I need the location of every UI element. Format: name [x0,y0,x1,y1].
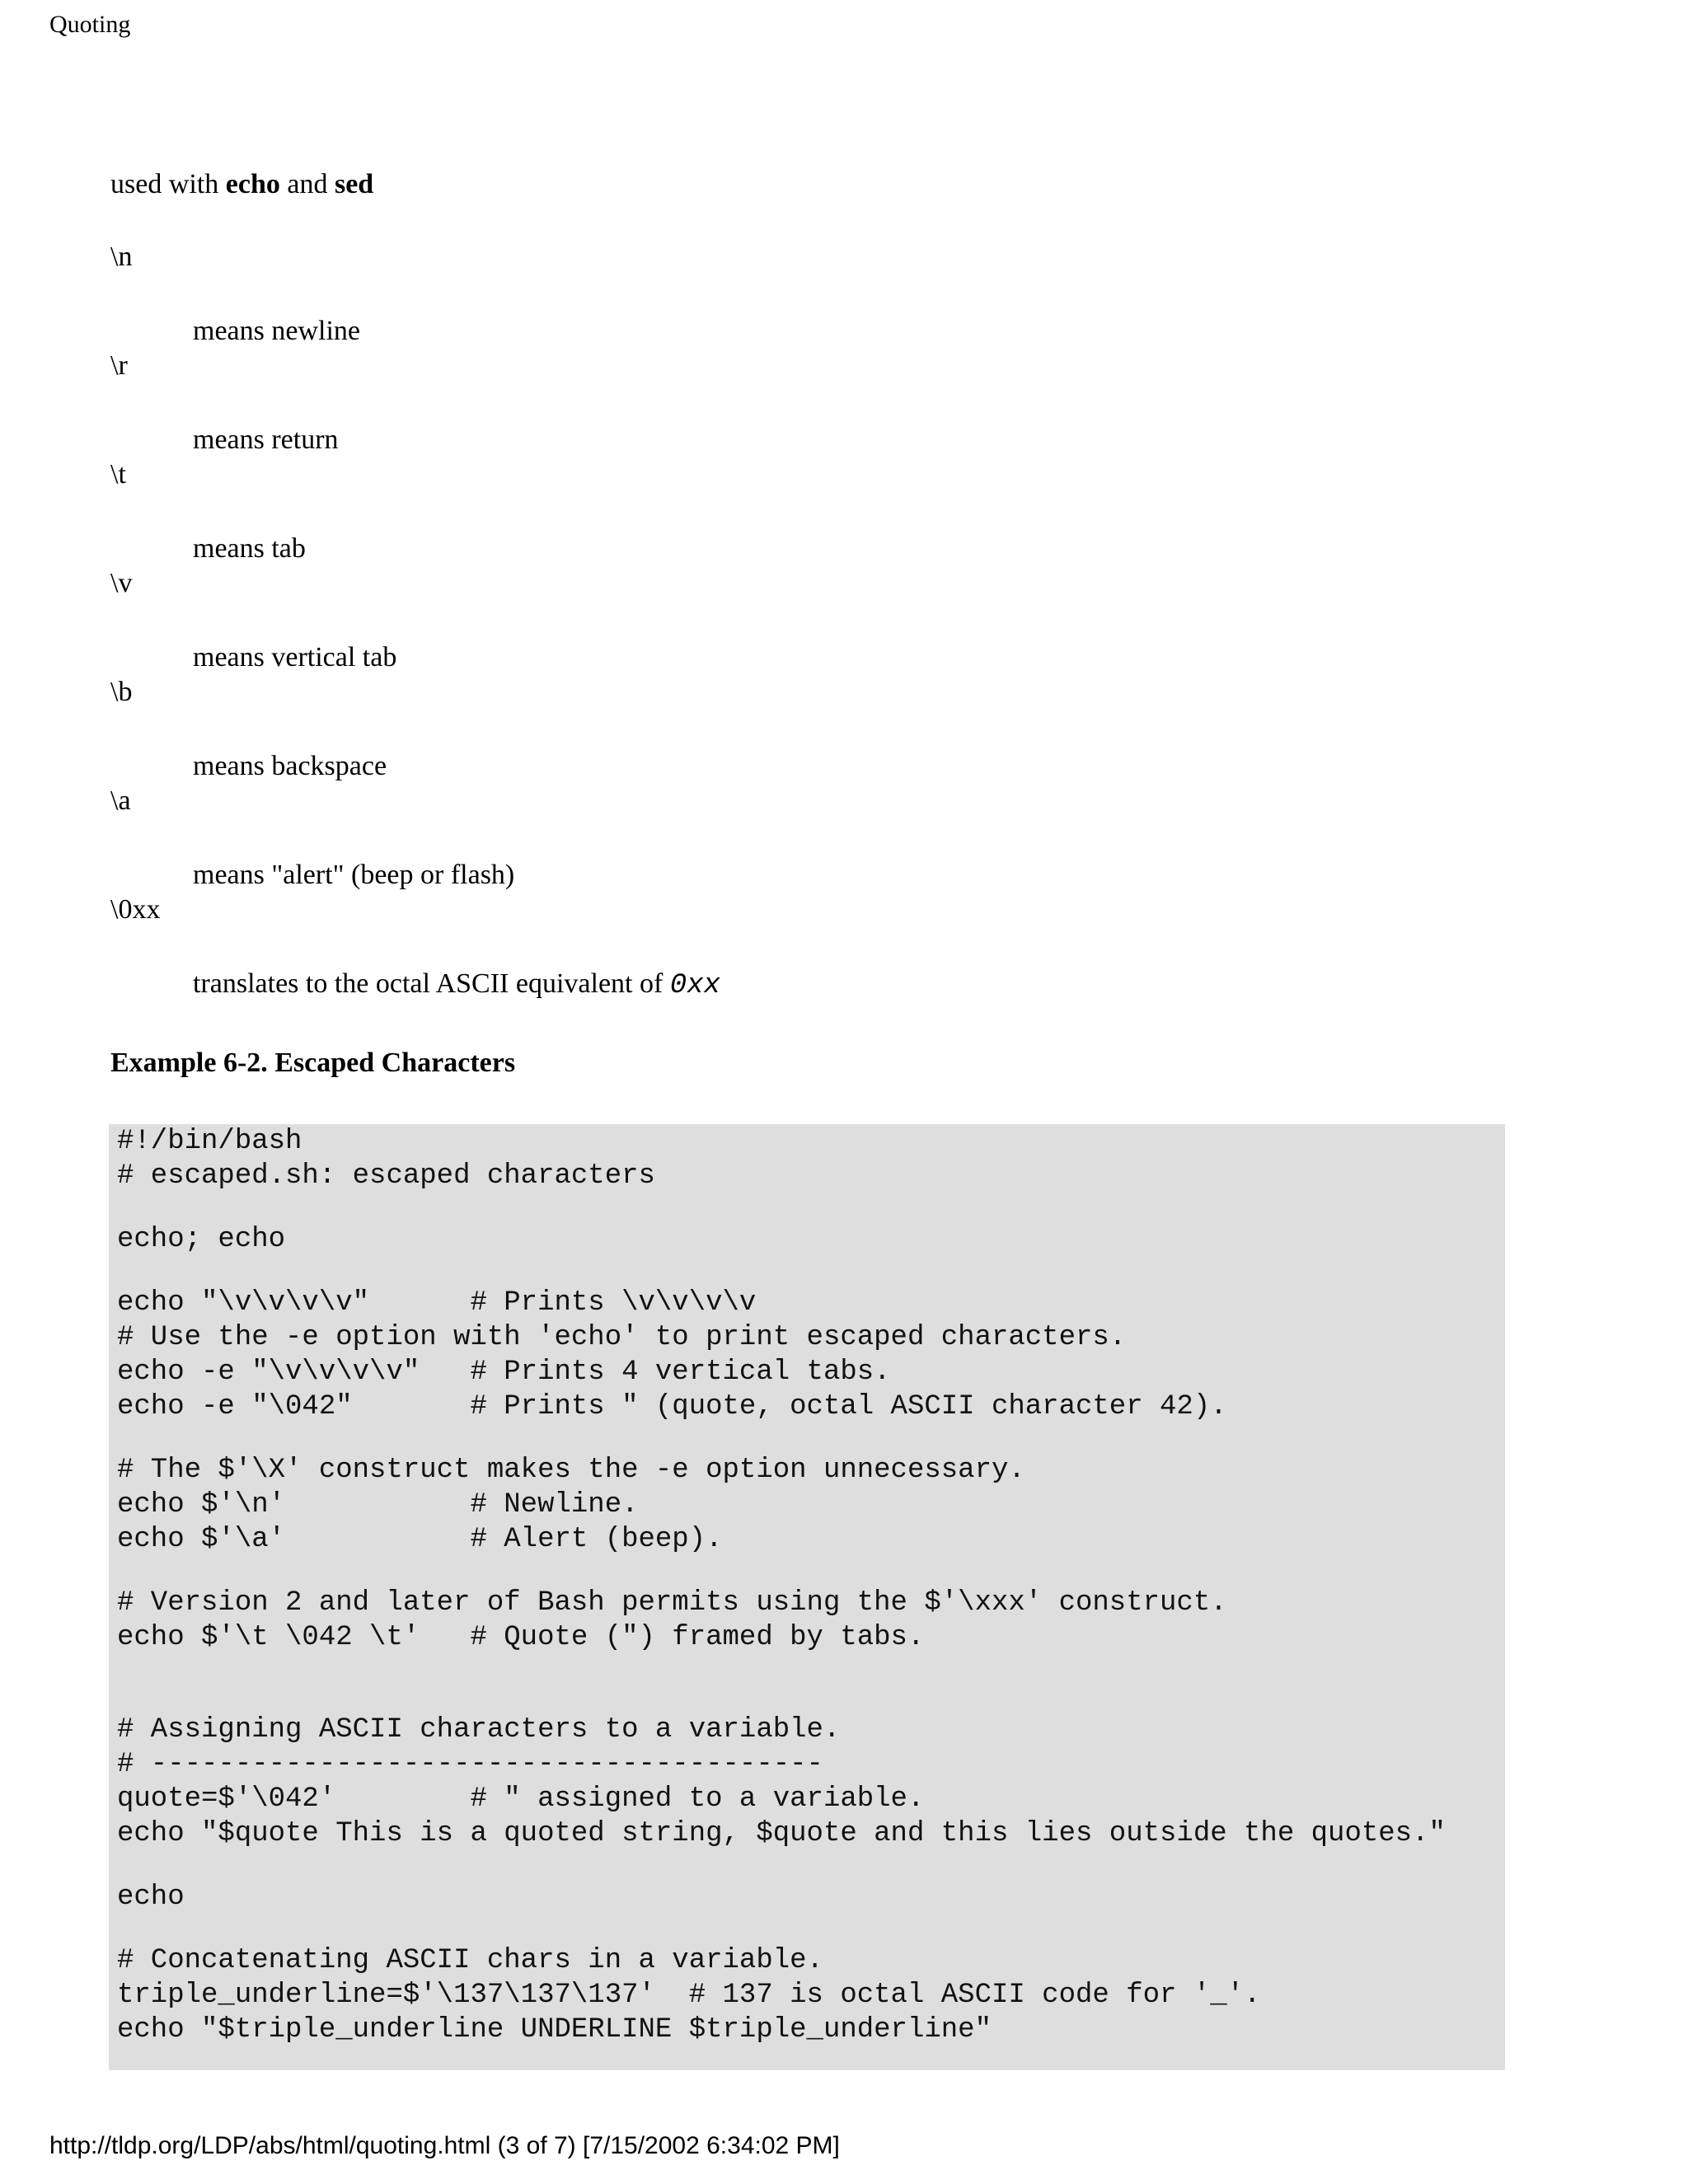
escape-definition [193,966,720,1004]
page-footer-url: http://tldp.org/LDP/abs/html/quoting.html (3 of 7) [7/15/2002 6:34:02 PM] [49,2132,840,2159]
escape-term: \a [110,785,131,816]
intro-prefix: used with [110,169,226,199]
code-line: echo $'\a' # Alert (beep). [117,1524,723,1555]
sed-command: sed [334,169,374,199]
code-line: # Assigning ASCII characters to a variable. [117,1714,841,1746]
escape-term: \r [110,350,128,381]
escape-term: \0xx [110,894,161,925]
intro-text [110,165,373,204]
code-line: # Concatenating ASCII chars in a variable. [117,1945,823,1976]
code-line: # The $'\X' construct makes the -e option unnecessary. [117,1455,1025,1486]
escape-definition: means newline [193,316,360,346]
code-line: # Use the -e option with 'echo' to print escaped characters. [117,1322,1127,1353]
code-line: echo $'\n' # Newline. [117,1489,639,1521]
code-line: echo "$triple_underline UNDERLINE $triple_underline" [117,2014,992,2046]
code-line: echo "\v\v\v\v" # Prints \v\v\v\v [117,1287,757,1319]
escape-term: \b [110,677,133,707]
escape-definition: means backspace [193,751,387,781]
page-header: Quoting [49,11,131,38]
code-line: quote=$'\042' # " assigned to a variable. [117,1783,925,1815]
escape-definition-text: translates to the octal ASCII equivalent of [193,968,670,999]
code-block [109,1124,1505,2070]
example-title: Example 6-2. Escaped Characters [110,1047,516,1078]
escape-definition: means vertical tab [193,642,397,673]
escape-definition: means "alert" (beep or flash) [193,860,515,890]
escape-definition: means return [193,424,339,455]
code-line: echo "$quote This is a quoted string, $quote and this lies outside the quotes." [117,1818,1446,1849]
code-line: # escaped.sh: escaped characters [117,1160,655,1192]
code-line: #!/bin/bash [117,1126,302,1157]
code-line: echo [117,1882,185,1913]
code-line: # Version 2 and later of Bash permits using the $'\xxx' construct. [117,1587,1227,1619]
code-line: # ---------------------------------------- [117,1749,823,1780]
code-line: echo -e "\042" # Prints " (quote, octal ASCII character 42). [117,1391,1227,1422]
echo-command: echo [225,169,280,199]
escape-definition: means tab [193,533,306,564]
intro-middle: and [279,169,335,199]
octal-code-inline: 0xx [669,970,721,1001]
escape-term: \v [110,568,133,598]
code-line: triple_underline=$'\137\137\137' # 137 is octal ASCII code for '_'. [117,1980,1261,2011]
code-line: echo $'\t \042 \t' # Quote (") framed by tabs. [117,1622,925,1653]
escape-term: \n [110,241,133,272]
escape-term: \t [110,459,126,490]
code-line: echo; echo [117,1224,286,1255]
code-line: echo -e "\v\v\v\v" # Prints 4 vertical tabs. [117,1357,891,1388]
